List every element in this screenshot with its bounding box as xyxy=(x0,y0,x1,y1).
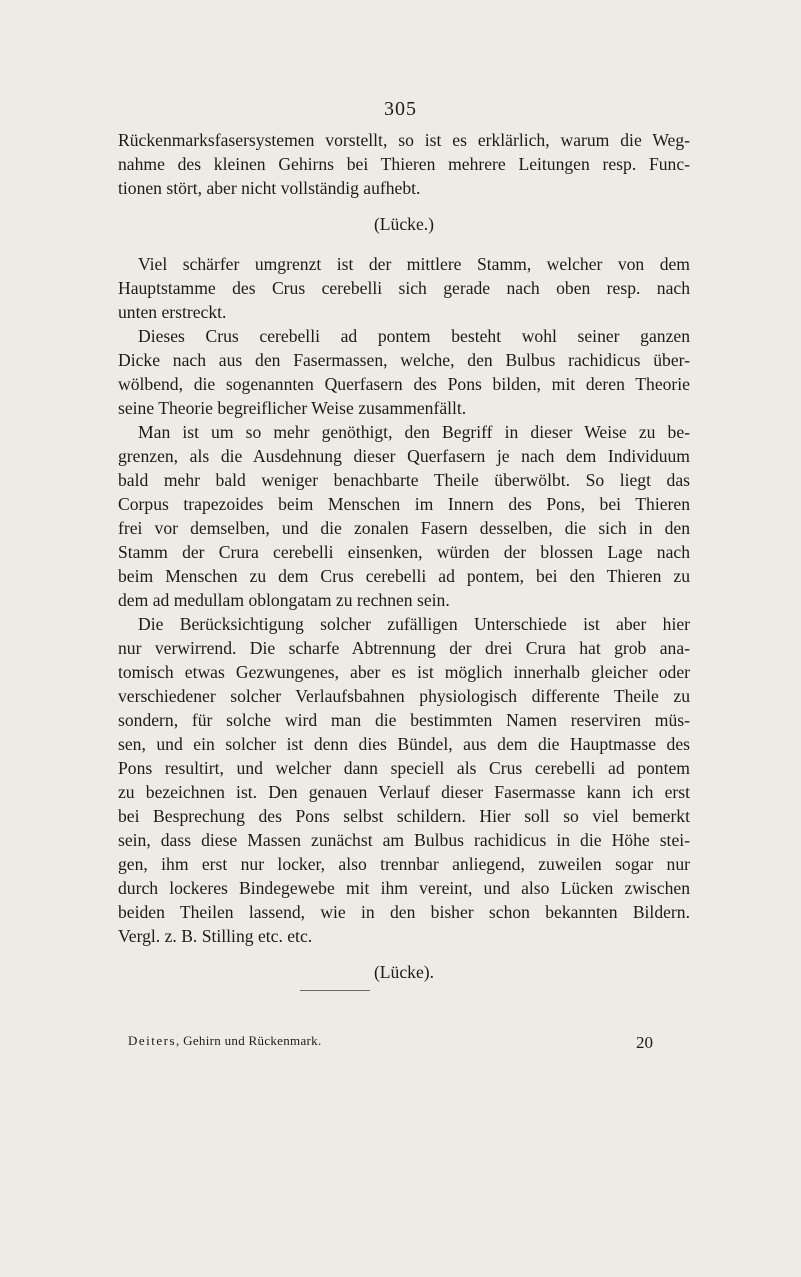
footer-reference xyxy=(128,1033,322,1049)
text-line: Vergl. z. B. Stilling etc. etc. xyxy=(118,926,313,946)
text-line: Corpus trapezoides beim Menschen im Innern des Pons, bei Thieren xyxy=(118,494,690,514)
text-line: dem ad medullam oblongatam zu rechnen sein. xyxy=(118,590,450,610)
text-line: Pons resultirt, und welcher dann speciell als Crus cerebelli ad pontem xyxy=(118,758,690,778)
text-line: sein, dass diese Massen zunächst am Bulbus rachidicus in die Höhe stei- xyxy=(118,830,690,850)
text-line: Man ist um so mehr genöthigt, den Begriff in dieser Weise zu be- xyxy=(138,422,690,442)
text-line: grenzen, als die Ausdehnung dieser Querfasern je nach dem Individuum xyxy=(118,446,690,466)
text-line: Hauptstamme des Crus cerebelli sich gerade nach oben resp. nach xyxy=(118,278,690,298)
text-line: durch lockeres Bindegewebe mit ihm vereint, und also Lücken zwischen xyxy=(118,878,690,898)
section-marker: (Lücke). xyxy=(373,962,435,982)
text-line: sondern, für solche wird man die bestimmten Namen reserviren müs- xyxy=(118,710,690,730)
spacer xyxy=(118,948,690,960)
text-line: Viel schärfer umgrenzt ist der mittlere Stamm, welcher von dem xyxy=(138,254,690,274)
body-text xyxy=(118,128,690,984)
spacer xyxy=(118,236,690,252)
text-line: sen, und ein solcher ist denn dies Bündel, aus dem die Hauptmasse des xyxy=(118,734,690,754)
text-line: tomisch etwas Gezwungenes, aber es ist möglich innerhalb gleicher oder xyxy=(118,662,690,682)
text-line: verschiedener solcher Verlaufsbahnen physiologisch differente Theile zu xyxy=(118,686,690,706)
text-line: beim Menschen zu dem Crus cerebelli ad pontem, bei den Thieren zu xyxy=(118,566,690,586)
text-line: tionen stört, aber nicht vollständig aufhebt. xyxy=(118,178,421,198)
text-line: Stamm der Crura cerebelli einsenken, würden der blossen Lage nach xyxy=(118,542,690,562)
signature-mark: 20 xyxy=(636,1033,653,1052)
footer-title: , Gehirn und Rückenmark. xyxy=(176,1033,322,1048)
section-marker: (Lücke.) xyxy=(373,214,435,234)
text-line: bald mehr bald weniger benachbarte Theile überwölbt. So liegt das xyxy=(118,470,690,490)
text-line: wölbend, die sogenannten Querfasern des Pons bilden, mit deren Theorie xyxy=(118,374,690,394)
text-line: gen, ihm erst nur locker, also trennbar anliegend, zuweilen sogar nur xyxy=(118,854,690,874)
text-line: nahme des kleinen Gehirns bei Thieren mehrere Leitungen resp. Func- xyxy=(118,154,690,174)
text-line: Dicke nach aus den Fasermassen, welche, den Bulbus rachidicus über- xyxy=(118,350,690,370)
page-number: 305 xyxy=(384,98,417,120)
text-line: nur verwirrend. Die scharfe Abtrennung der drei Crura hat grob ana- xyxy=(118,638,690,658)
text-line: unten erstreckt. xyxy=(118,302,227,322)
text-line: bei Besprechung des Pons selbst schildern. Hier soll so viel bemerkt xyxy=(118,806,690,826)
text-line: Die Berücksichtigung solcher zufälligen Unterschiede ist aber hier xyxy=(138,614,690,634)
section-rule xyxy=(300,990,370,991)
spacer xyxy=(118,200,690,212)
text-line: Rückenmarksfasersystemen vorstellt, so ist es erklärlich, warum die Weg- xyxy=(118,130,690,150)
footer-author: Deiters xyxy=(128,1033,177,1048)
text-line: frei vor demselben, und die zonalen Fasern desselben, die sich in den xyxy=(118,518,690,538)
text-line: zu bezeichnen ist. Den genauen Verlauf dieser Fasermasse kann ich erst xyxy=(118,782,690,802)
text-line: seine Theorie begreiflicher Weise zusammenfällt. xyxy=(118,398,467,418)
text-line: Dieses Crus cerebelli ad pontem besteht wohl seiner ganzen xyxy=(138,326,690,346)
text-line: beiden Theilen lassend, wie in den bisher schon bekannten Bildern. xyxy=(118,902,690,922)
